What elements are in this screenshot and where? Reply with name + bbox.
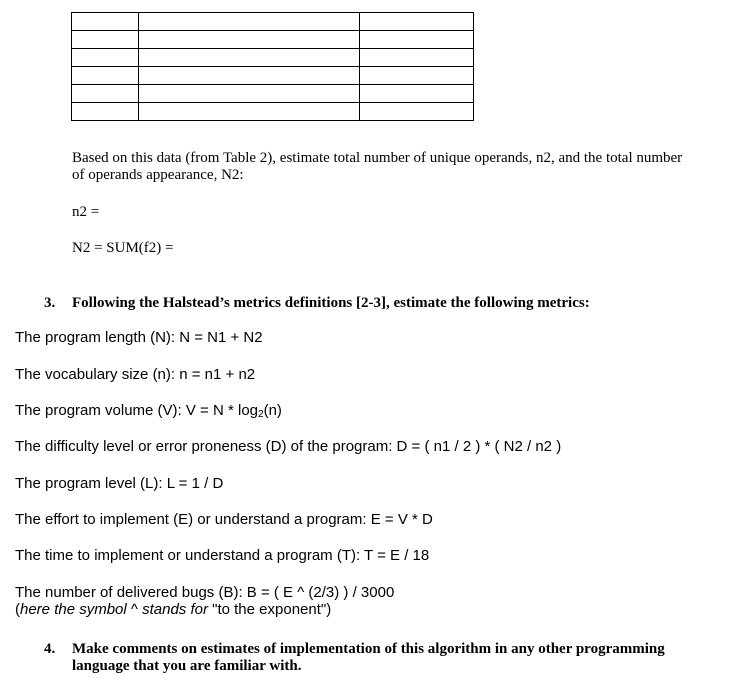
metric-volume: [15, 402, 282, 424]
table-cell: [359, 85, 473, 103]
table-cell: [72, 13, 139, 31]
intro-line-2: of operands appearance, N2:: [72, 167, 244, 183]
table-cell: [72, 31, 139, 49]
intro-line-1: Based on this data (from Table 2), estimate total number of unique operands, n2, and the total number: [72, 150, 683, 166]
table-cell: [359, 13, 473, 31]
table-row: [72, 67, 474, 85]
table-cell: [72, 67, 139, 85]
table-cell: [138, 103, 359, 121]
metric-volume-prefix: The program volume (V): V = N * log: [15, 402, 259, 419]
table-row: [72, 13, 474, 31]
table-row: [72, 103, 474, 121]
metric-bugs: The number of delivered bugs (B): B = ( E ^ (2/3) ) / 3000: [15, 584, 395, 601]
table-cell: [138, 85, 359, 103]
table-cell: [359, 103, 473, 121]
table-row: [72, 85, 474, 103]
metric-difficulty: The difficulty level or error proneness (D) of the program: D = ( n1 / 2 ) * ( N2 / n2 ): [15, 438, 562, 455]
note-italic-2: stands for: [137, 601, 213, 618]
N2-label: N2 = SUM(f2) =: [72, 240, 174, 256]
table-cell: [72, 49, 139, 67]
exponent-note: [15, 601, 331, 619]
metric-volume-suffix: (n): [263, 402, 282, 419]
n2-label: n2 =: [72, 204, 100, 220]
metric-level: The program level (L): L = 1 / D: [15, 475, 224, 492]
section-3-number: 3.: [44, 295, 56, 311]
note-italic-1: here the symbol: [20, 601, 131, 618]
metric-effort: The effort to implement (E) or understand a program: E = V * D: [15, 511, 433, 528]
metric-length: The program length (N): N = N1 + N2: [15, 329, 263, 346]
metric-time: The time to implement or understand a program (T): T = E / 18: [15, 547, 430, 564]
table-cell: [72, 103, 139, 121]
metric-vocabulary: The vocabulary size (n): n = n1 + n2: [15, 366, 256, 383]
log-subscript: 2: [258, 409, 264, 420]
note-close: ): [326, 601, 332, 618]
table-cell: [359, 31, 473, 49]
table-cell: [72, 85, 139, 103]
section-4-line-2: language that you are familiar with.: [72, 658, 302, 674]
table-cell: [138, 49, 359, 67]
note-open: (: [15, 601, 20, 618]
section-4-line-1: Make comments on estimates of implementation of this algorithm in any other programming: [72, 641, 665, 657]
table-cell: [138, 13, 359, 31]
table-cell: [359, 67, 473, 85]
note-caret: ^: [130, 601, 138, 618]
table-cell: [138, 67, 359, 85]
table-row: [72, 49, 474, 67]
note-quote: "to the exponent": [212, 601, 327, 618]
section-4-number: 4.: [44, 641, 56, 657]
table-row: [72, 31, 474, 49]
table-cell: [138, 31, 359, 49]
table-cell: [359, 49, 473, 67]
data-table: [71, 12, 474, 121]
section-3-heading: Following the Halstead’s metrics definitions [2-3], estimate the following metrics:: [72, 295, 590, 311]
